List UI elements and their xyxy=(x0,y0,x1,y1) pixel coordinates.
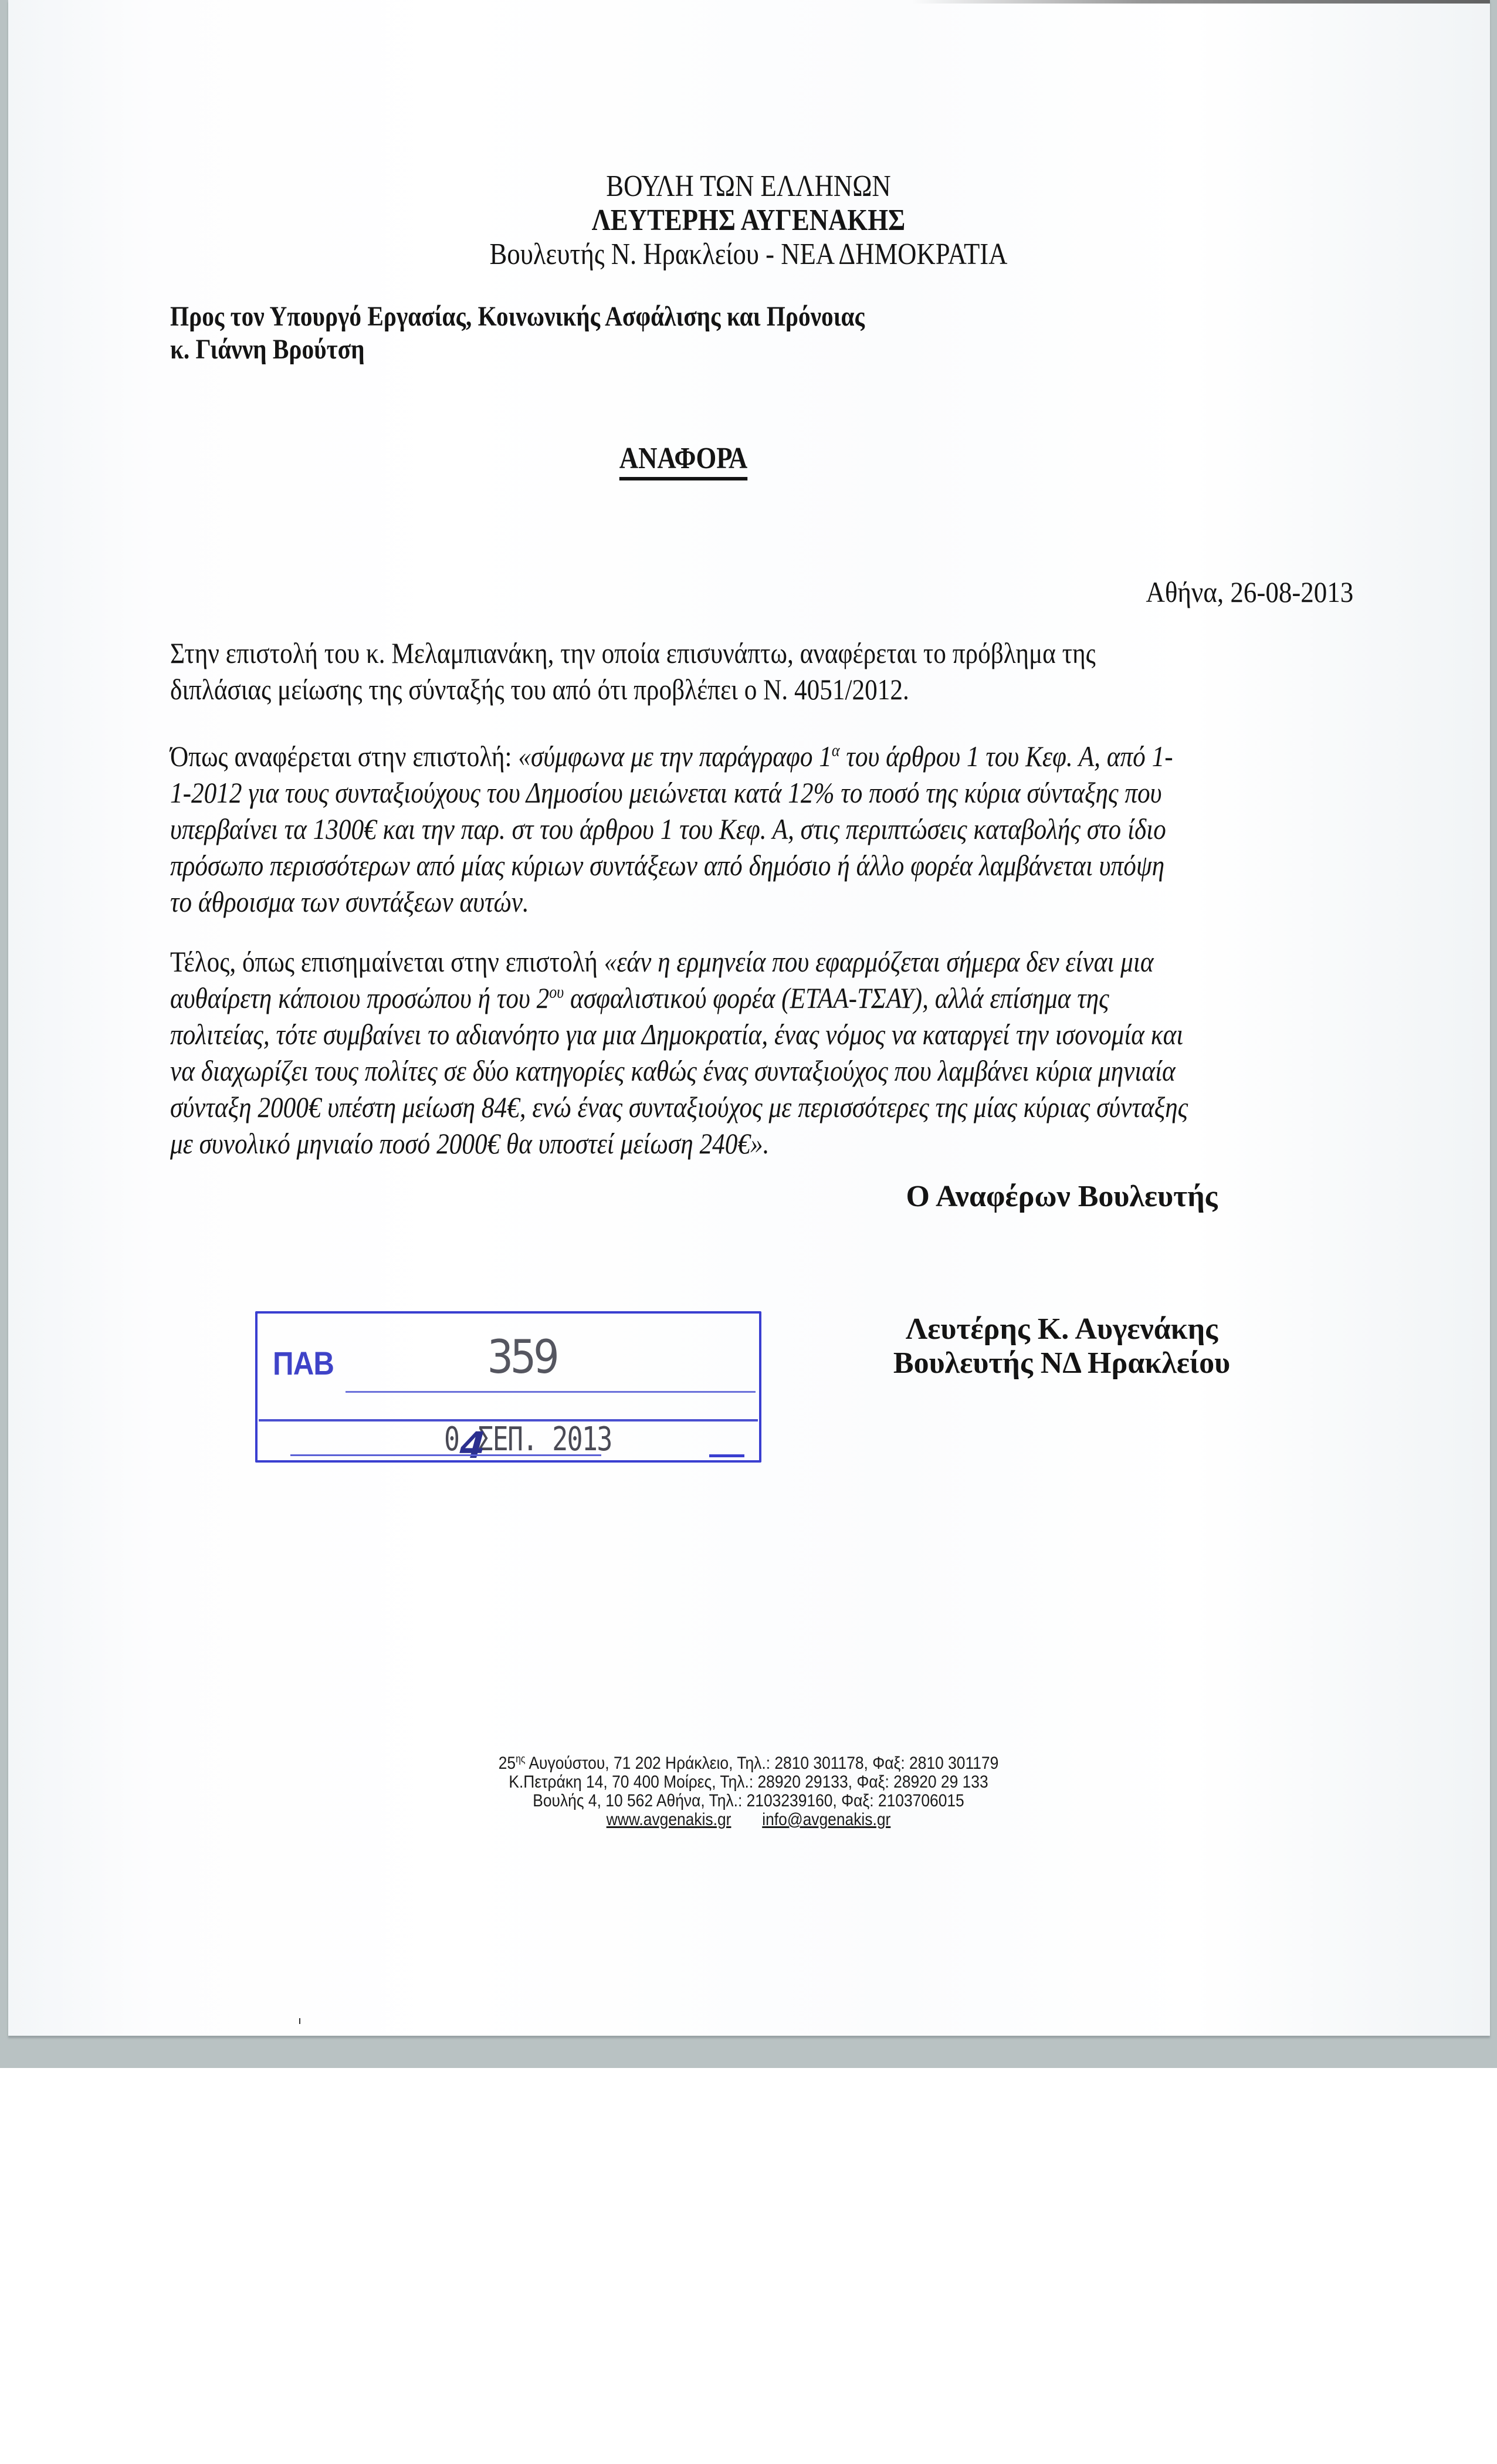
website-link[interactable]: www.avgenakis.gr xyxy=(606,1810,731,1829)
mp-name-heading: ΛΕΥΤΕΡΗΣ ΑΥΓΕΝΑΚΗΣ xyxy=(591,204,906,237)
paragraph-1-line: Στην επιστολή του κ. Μελαμπιανάκη, την οποία επισυνάπτω, αναφέρεται το πρόβλημα της xyxy=(170,637,1096,669)
footer-superscript: ης xyxy=(516,1753,526,1765)
footer-links xyxy=(90,1810,1407,1829)
paragraph-3-line: πολιτείας, τότε συμβαίνει το αδιανόητο για μια Δημοκρατία, ένας νόμος να καταργεί την ισονομία και xyxy=(170,1018,1184,1051)
paragraph-2-line: 1-2012 για τους συνταξιούχους του Δημοσίου μειώνεται κατά 12% το ποσό της κύρια σύνταξης που xyxy=(170,776,1162,809)
document-date: Αθήνα, 26-08-2013 xyxy=(1146,576,1353,608)
paragraph-3-line: με συνολικό μηνιαίο ποσό 2000€ θα υποστεί μείωση 240€». xyxy=(170,1127,770,1160)
paragraph-2-line: υπερβαίνει τα 1300€ και την παρ. στ του άρθρου 1 του Κεφ. Α, στις περιπτώσεις καταβολής στο ίδιο xyxy=(170,813,1166,845)
stamp-registration-number: 359 xyxy=(487,1331,557,1384)
paragraph-2-line xyxy=(170,738,1205,774)
signature-name: Λευτέρης Κ. Αυγενάκης xyxy=(905,1312,1218,1346)
stamp-date-prefix: 0 xyxy=(444,1420,459,1458)
quote-continuation: του άρθρου 1 του Κεφ. Α, από 1- xyxy=(839,740,1173,773)
footer-text: 25 xyxy=(498,1754,516,1773)
signature-closing: Ο Αναφέρων Βουλευτής xyxy=(906,1180,1218,1213)
paragraph-3-line xyxy=(170,943,1205,980)
stamp-date-rest: ΣΕΠ. 2013 xyxy=(477,1420,612,1458)
stamp-date-line xyxy=(290,1454,601,1456)
scan-speck xyxy=(299,2018,300,2024)
paragraph-3-line: σύνταξη 2000€ υπέστη μείωση 84€, ενώ ένας συνταξιούχος με περισσότερες της μίας κύριας σύνταξης xyxy=(170,1091,1188,1123)
page-edge-shadow xyxy=(912,0,1490,4)
quote-text: αυθαίρετη κάποιου προσώπου ή του 2 xyxy=(170,981,550,1014)
quote-start: «σύμφωνα με την παράγραφο 1 xyxy=(518,740,832,773)
paragraph-3 xyxy=(170,943,1367,1162)
addressee-line-1: Προς τον Υπουργό Εργασίας, Κοινωνικής Ασφάλισης και Πρόνοιας xyxy=(170,301,865,332)
footer-address-athens: Βουλής 4, 10 562 Αθήνα, Τηλ.: 2103239160, Φαξ: 2103706015 xyxy=(533,1791,964,1810)
paragraph-1 xyxy=(170,635,1367,708)
quote-text: ασφαλιστικού φορέα (ΕΤΑΑ-ΤΣΑΥ), αλλά επίσημα της xyxy=(564,981,1109,1014)
institution-heading: ΒΟΥΛΗ ΤΩΝ ΕΛΛΗΝΩΝ xyxy=(606,170,891,203)
superscript-ou: ου xyxy=(549,982,564,1002)
paragraph-3-line: να διαχωρίζει τους πολίτες σε δύο κατηγορίες καθώς ένας συνταξιούχος που λαμβάνει κύρια μηνιαία xyxy=(170,1054,1176,1087)
paragraph-3-intro: Τέλος, όπως επισημαίνεται στην επιστολή xyxy=(170,945,604,978)
paragraph-3-line xyxy=(170,980,1205,1016)
addressee-line-2: κ. Γιάννη Βρούτση xyxy=(170,334,365,365)
signature-role: Βουλευτής ΝΔ Ηρακλείου xyxy=(893,1346,1231,1380)
paragraph-1-line: διπλάσιας μείωσης της σύνταξής του από ότι προβλέπει ο Ν. 4051/2012. xyxy=(170,673,909,706)
paragraph-2-intro: Όπως αναφέρεται στην επιστολή: xyxy=(170,740,519,773)
quote-start: «εάν η ερμηνεία που εφαρμόζεται σήμερα δεν είναι μια xyxy=(604,945,1154,978)
footer-address-heraklion xyxy=(90,1754,1407,1773)
document-title-text: ΑΝΑΦΟΡΑ xyxy=(619,441,748,480)
stamp-date-line-end xyxy=(709,1454,744,1457)
stamp-corrected-digit: 4 xyxy=(454,1424,491,1467)
stamp-number-line xyxy=(346,1391,756,1393)
footer-text: Αυγούστου, 71 202 Ηράκλειο, Τηλ.: 2810 301178, Φαξ: 2810 301179 xyxy=(525,1754,999,1773)
email-link[interactable]: info@avgenakis.gr xyxy=(762,1810,891,1829)
footer-address-moires: Κ.Πετράκη 14, 70 400 Μοίρες, Τηλ.: 28920 29133, Φαξ: 28920 29 133 xyxy=(509,1772,988,1792)
paragraph-2-line: πρόσωπο περισσότερων από μίας κύριων συντάξεων από δημόσιο ή άλλο φορέα λαμβάνεται υπόψη xyxy=(170,849,1165,882)
stamp-office-code: ΠΑΒ xyxy=(273,1345,334,1382)
document-title xyxy=(0,441,1367,480)
mp-role-heading: Βουλευτής Ν. Ηρακλείου - ΝΕΑ ΔΗΜΟΚΡΑΤΙΑ xyxy=(489,238,1008,271)
paragraph-2-line: το άθροισμα των συντάξεων αυτών. xyxy=(170,885,529,918)
footer-contact xyxy=(0,1754,1497,1829)
paragraph-2 xyxy=(170,738,1367,920)
superscript-alpha: α xyxy=(831,740,840,760)
registration-stamp xyxy=(255,1311,761,1467)
